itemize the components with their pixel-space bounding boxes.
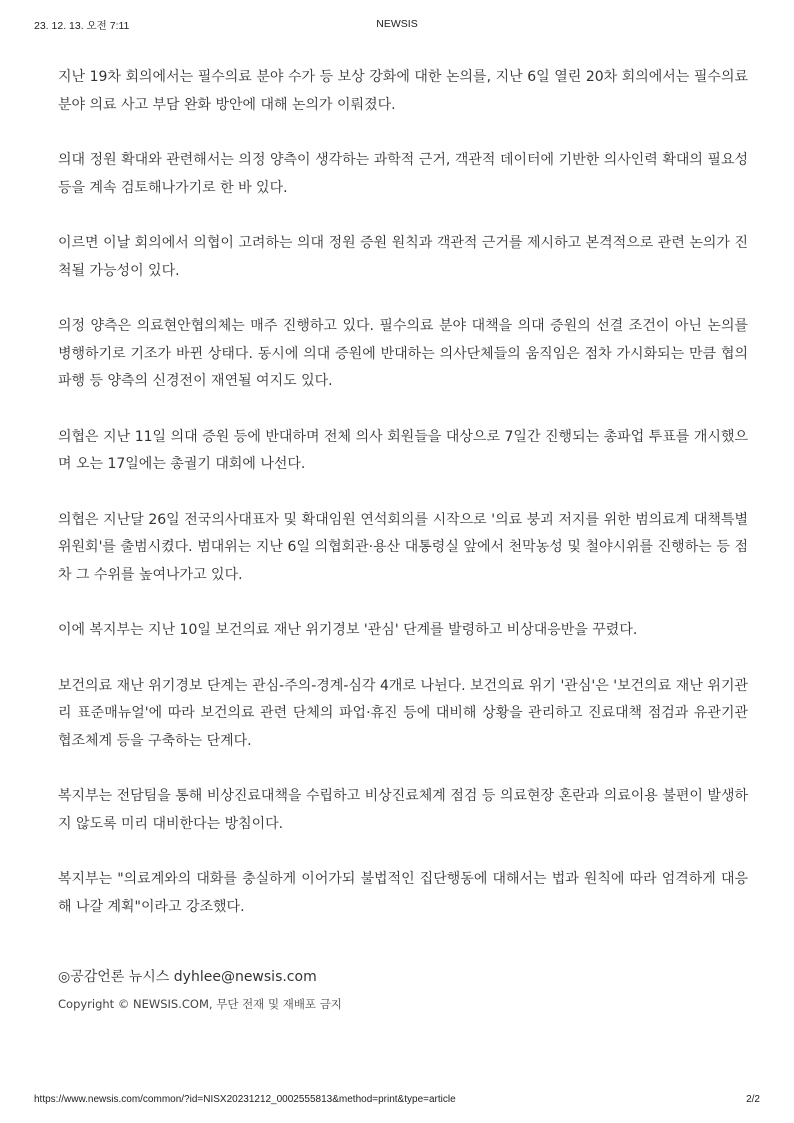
article-paragraph: 보건의료 재난 위기경보 단계는 관심-주의-경계-심각 4개로 나뉜다. 보건의료 위기 '관심'은 '보건의료 재난 위기관리 표준매뉴얼'에 따라 보건의료 관련 단체의 파업·휴진 등에 대비해 상황을 관리하고 진료대책 점검과 유관기관 협조체계 등을 구축하는 단계다. bbox=[58, 677, 748, 749]
article-paragraph: 복지부는 "의료계와의 대화를 충실하게 이어가되 불법적인 집단행동에 대해서는 법과 원칙에 따라 엄격하게 대응해 나갈 계획"이라고 강조했다. bbox=[58, 871, 748, 915]
article-paragraph: 지난 19차 회의에서는 필수의료 분야 수가 등 보상 강화에 대한 논의를, 지난 6일 열린 20차 회의에서는 필수의료 분야 의료 사고 부담 완화 방안에 대해 논의가 이뤄졌다. bbox=[58, 69, 748, 113]
article-paragraph: 의정 양측은 의료현안협의체는 매주 진행하고 있다. 필수의료 분야 대책을 의대 증원의 선결 조건이 아닌 논의를 병행하기로 기조가 바뀐 상태다. 동시에 의대 증원에 반대하는 의사단체들의 움직임은 점차 가시화되는 만큼 협의 파행 등 양측의 신경전이 재연될 여지도 있다. bbox=[58, 318, 748, 389]
article-paragraph: 의대 정원 확대와 관련해서는 의정 양측이 생각하는 과학적 근거, 객관적 데이터에 기반한 의사인력 확대의 필요성 등을 계속 검토해나가기로 한 바 있다. bbox=[58, 152, 748, 196]
page-number: 2/2 bbox=[746, 1094, 760, 1105]
copyright-notice: Copyright © NEWSIS.COM, 무단 전재 및 재배포 금지 bbox=[58, 997, 342, 1011]
print-footer bbox=[34, 1094, 760, 1108]
article-paragraph: 의협은 지난달 26일 전국의사대표자 및 확대임원 연석회의를 시작으로 '의료 붕괴 저지를 위한 범의료계 대책특별위원회'를 출범시켰다. 범대위는 지난 6일 의협회관·용산 대통령실 앞에서 천막농성 및 철야시위를 진행하는 등 점차 그 수위를 높여나가고 있다. bbox=[58, 511, 748, 583]
site-name: NEWSIS bbox=[376, 18, 418, 30]
article-body bbox=[58, 64, 748, 949]
print-date: 23. 12. 13. 오전 7:11 bbox=[34, 20, 130, 32]
article-paragraph: 이르면 이날 회의에서 의협이 고려하는 의대 정원 증원 원칙과 객관적 근거를 제시하고 본격적으로 관련 논의가 진척될 가능성이 있다. bbox=[58, 235, 748, 279]
article-paragraph: 복지부는 전담팀을 통해 비상진료대책을 수립하고 비상진료체계 점검 등 의료현장 혼란과 의료이용 불편이 발생하지 않도록 미리 대비한다는 방침이다. bbox=[58, 788, 748, 832]
print-header bbox=[34, 18, 760, 34]
article-paragraph: 이에 복지부는 지난 10일 보건의료 재난 위기경보 '관심' 단계를 발령하고 비상대응반을 꾸렸다. bbox=[58, 622, 638, 638]
page-url: https://www.newsis.com/common/?id=NISX20231212_0002555813&method=print&type=article bbox=[34, 1094, 456, 1105]
article-paragraph: 의협은 지난 11일 의대 증원 등에 반대하며 전체 의사 회원들을 대상으로 7일간 진행되는 총파업 투표를 개시했으며 오는 17일에는 총궐기 대회에 나선다. bbox=[58, 428, 748, 472]
byline: ◎공감언론 뉴시스 dyhlee@newsis.com bbox=[58, 969, 317, 985]
